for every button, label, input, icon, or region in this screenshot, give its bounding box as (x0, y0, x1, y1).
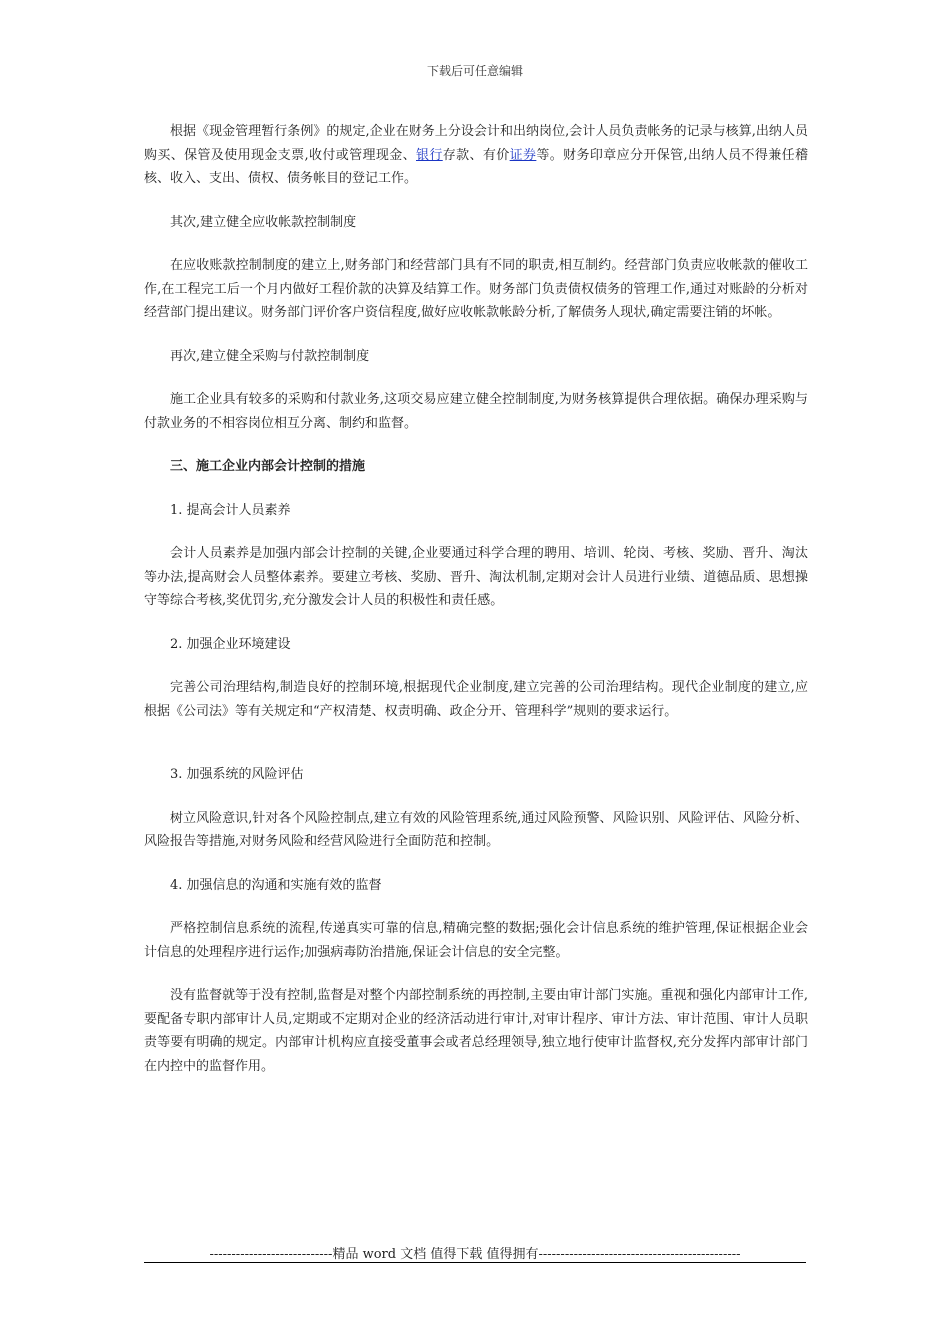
heading-item-3: 3. 加强系统的风险评估 (170, 767, 304, 782)
heading-purchase-control: 再次,建立健全采购与付款控制制度 (170, 348, 370, 364)
paragraph-purchase-control: 施工企业具有较多的采购和付款业务,这项交易应建立健全控制制度,为财务核算提供合理依据。确保办理采购与付款业务的不相容岗位相互分离、制约和监督。 (144, 392, 808, 431)
paragraph-cash-management (144, 120, 808, 191)
heading-item-4: 4. 加强信息的沟通和实施有效的监督 (170, 877, 382, 893)
paragraph-item-4b: 没有监督就等于没有控制,监督是对整个内部控制系统的再控制,主要由审计部门实施。重视和强化内部审计工作,要配备专职内部审计人员,定期或不定期对企业的经济活动进行审计,对审计程序、审计方法、审计范围、审计人员职责等要有明确的规定。内部审计机构应直接受董事会或者总经理领导,独立地行使审计监督权,充分发挥内部审计部门在内控中的监督作用。 (144, 988, 808, 1074)
document-body (144, 120, 808, 1098)
heading-item-1: 1. 提高会计人员素养 (170, 502, 291, 518)
page-header: 下载后可任意编辑 (426, 64, 523, 78)
paragraph-text: 等。财务印章应分开保管,出纳人员不得兼任稽核、收入、支出、债权、债务帐目的登记工作。 (144, 147, 808, 186)
paragraph-text: 根据《现金管理暂行条例》的规定,企业在财务上分设会计和出纳岗位,会计人员负责帐务的记录与核算,出纳人员购买、保管及使用现金支票,收付或管理现金、 (144, 124, 808, 163)
heading-item-2: 2. 加强企业环境建设 (170, 636, 291, 652)
heading-receivable-control: 其次,建立健全应收帐款控制制度 (170, 214, 357, 230)
paragraph-receivable-control: 在应收账款控制制度的建立上,财务部门和经营部门具有不同的职责,相互制约。经营部门负责应收帐款的催收工作,在工程完工后一个月内做好工程价款的决算及结算工作。财务部门负责债权债务的管理工作,通过对账龄的分析对经营部门提出建议。财务部门评价客户资信程度,做好应收帐款帐龄分析,了解债务人现状,确定需要注销的坏帐。 (144, 258, 808, 320)
paragraph-item-2: 完善公司治理结构,制造良好的控制环境,根据现代企业制度,建立完善的公司治理结构。现代企业制度的建立,应根据《公司法》等有关规定和“产权清楚、权责明确、政企分开、管理科学”规则的要求运行。 (144, 680, 808, 719)
securities-link[interactable]: 证券 (509, 147, 537, 163)
page-footer: ----------------------------精品 word 文档 值得下载 值得拥有---------------------------------------------- (209, 1247, 741, 1262)
footer-rule (144, 1262, 806, 1263)
blank-line (144, 743, 808, 763)
section-heading-measures: 三、施工企业内部会计控制的措施 (170, 459, 366, 474)
paragraph-item-4a: 严格控制信息系统的流程,传递真实可靠的信息,精确完整的数据;强化会计信息系统的维护管理,保证根据企业会计信息的处理程序进行运作;加强病毒防治措施,保证会计信息的安全完整。 (144, 921, 808, 960)
paragraph-item-3: 树立风险意识,针对各个风险控制点,建立有效的风险管理系统,通过风险预警、风险识别、风险评估、风险分析、风险报告等措施,对财务风险和经营风险进行全面防范和控制。 (144, 810, 808, 849)
paragraph-item-1: 会计人员素养是加强内部会计控制的关键,企业要通过科学合理的聘用、培训、轮岗、考核、奖励、晋升、淘汰等办法,提高财会人员整体素养。要建立考核、奖励、晋升、淘汰机制,定期对会计人员进行业绩、道德品质、思想操守等综合考核,奖优罚劣,充分激发会计人员的积极性和责任感。 (144, 546, 808, 608)
bank-link[interactable]: 银行 (415, 147, 443, 163)
paragraph-text: 存款、有价 (442, 147, 510, 163)
